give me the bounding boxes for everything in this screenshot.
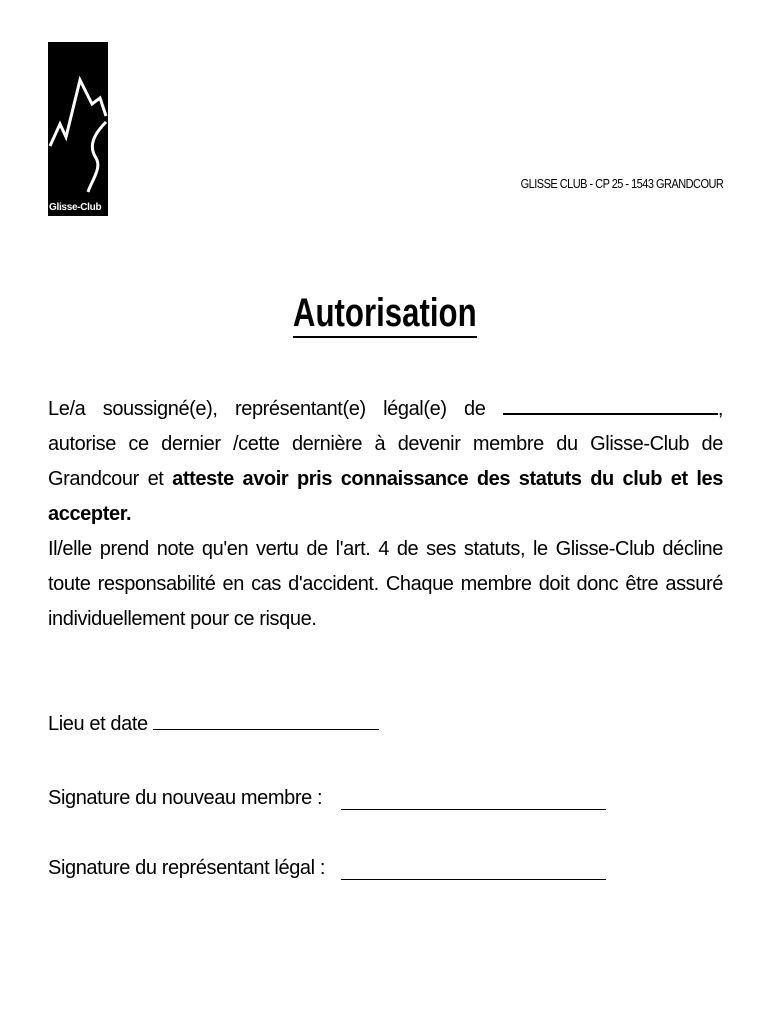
lieu-date-row — [48, 713, 379, 736]
signature-member-row — [48, 787, 322, 810]
signature-member-line — [341, 797, 606, 810]
signature-member-label: Signature du nouveau membre : — [48, 787, 323, 809]
signature-representative-row — [48, 857, 325, 880]
logo-text: Glisse-Club — [49, 202, 102, 213]
lieu-date-line — [153, 717, 379, 730]
signature-representative-line — [341, 867, 606, 880]
club-address: GLISSE CLUB - CP 25 - 1543 GRANDCOUR — [520, 177, 723, 191]
name-blank-line — [503, 399, 718, 415]
signature-representative-label: Signature du représentant légal : — [48, 857, 325, 879]
paragraph-liability: Il/elle prend note qu'en vertu de l'art. 4 de ses statuts, le Glisse-Club décline toute responsabilité en cas d'accident. Chaque membre doit donc être assuré individuellement pour ce risque. — [48, 538, 723, 630]
title-text: Autorisation — [293, 293, 477, 338]
paragraph-authorization — [48, 392, 723, 532]
club-logo — [48, 42, 108, 216]
lieu-date-label: Lieu et date — [48, 713, 148, 735]
paragraph1-bold-text: atteste avoir pris connaissance des statuts du club et les accepter. — [48, 468, 723, 525]
mountain-logo-icon — [48, 42, 108, 216]
page-title — [0, 293, 770, 338]
paragraph1-text: Le/a soussigné(e), représentant(e) légal(e) de — [48, 398, 486, 420]
paragraph1-text-2: , autorise ce dernier /cette dernière à devenir membre du Glisse-Club de Grandcour et — [48, 398, 723, 490]
